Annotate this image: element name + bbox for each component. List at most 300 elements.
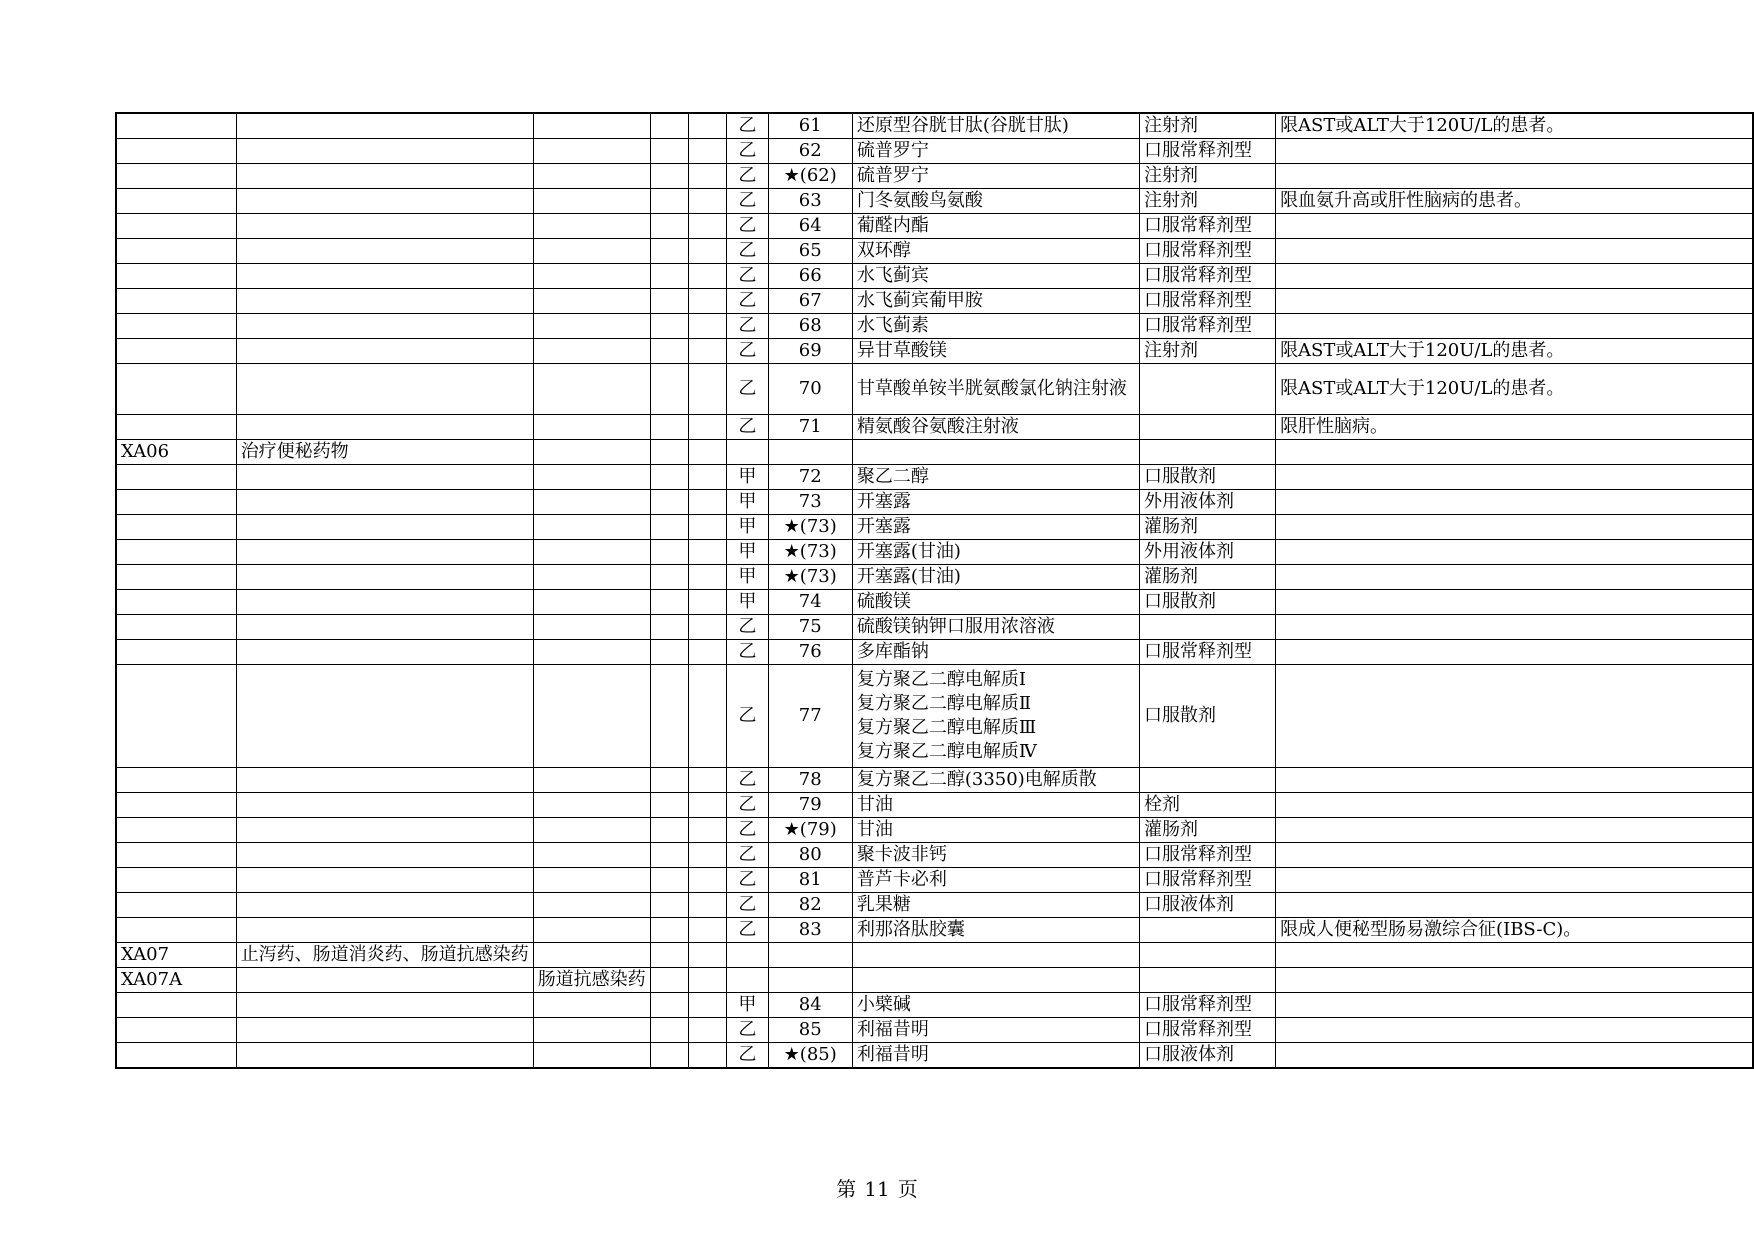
drug-category: 甲 <box>727 590 768 615</box>
drug-name: 乳果糖 <box>852 893 1139 918</box>
empty-cell <box>116 993 236 1018</box>
drug-name: 小檗碱 <box>852 993 1139 1018</box>
empty-cell <box>116 164 236 189</box>
section-title: 止泻药、肠道消炎药、肠道抗感染药 <box>236 943 533 968</box>
drug-name: 还原型谷胱甘肽(谷胱甘肽) <box>852 113 1139 139</box>
dosage-form: 口服液体剂 <box>1139 893 1275 918</box>
drug-row <box>116 1018 1753 1043</box>
empty-cell <box>116 868 236 893</box>
drug-number: 76 <box>768 640 852 665</box>
empty-cell <box>236 189 533 214</box>
dosage-form: 外用液体剂 <box>1139 490 1275 515</box>
drug-row <box>116 868 1753 893</box>
dosage-form <box>1139 364 1275 415</box>
empty-cell <box>533 843 650 868</box>
empty-cell <box>236 239 533 264</box>
empty-cell <box>533 640 650 665</box>
drug-category: 甲 <box>727 490 768 515</box>
drug-row <box>116 113 1753 139</box>
drug-category: 乙 <box>727 818 768 843</box>
empty-cell <box>689 590 727 615</box>
drug-name: 葡醛内酯 <box>852 214 1139 239</box>
empty-cell <box>533 113 650 139</box>
dosage-form <box>1139 768 1275 793</box>
empty-cell <box>533 615 650 640</box>
drug-name: 甘油 <box>852 818 1139 843</box>
drug-name: 聚卡波非钙 <box>852 843 1139 868</box>
empty-cell <box>116 189 236 214</box>
drug-category: 乙 <box>727 1018 768 1043</box>
drug-row <box>116 339 1753 364</box>
empty-cell <box>533 440 650 465</box>
drug-catalog-table <box>115 112 1754 1069</box>
empty-cell <box>116 1043 236 1069</box>
empty-cell <box>650 339 689 364</box>
empty-cell <box>116 364 236 415</box>
empty-cell <box>689 968 727 993</box>
empty-cell <box>533 364 650 415</box>
drug-category: 乙 <box>727 314 768 339</box>
empty-cell <box>650 289 689 314</box>
drug-category: 乙 <box>727 289 768 314</box>
empty-cell <box>650 615 689 640</box>
empty-cell <box>116 239 236 264</box>
drug-row <box>116 565 1753 590</box>
empty-cell <box>689 465 727 490</box>
empty-cell <box>650 1043 689 1069</box>
empty-cell <box>116 490 236 515</box>
empty-cell <box>116 515 236 540</box>
empty-cell <box>1276 440 1753 465</box>
restriction-note <box>1276 1018 1753 1043</box>
drug-category: 乙 <box>727 1043 768 1069</box>
empty-cell <box>533 540 650 565</box>
empty-cell <box>1139 440 1275 465</box>
empty-cell <box>236 665 533 768</box>
empty-cell <box>236 818 533 843</box>
dosage-form: 口服常释剂型 <box>1139 139 1275 164</box>
empty-cell <box>236 868 533 893</box>
restriction-note <box>1276 993 1753 1018</box>
section-row <box>116 440 1753 465</box>
drug-category: 甲 <box>727 540 768 565</box>
empty-cell <box>236 615 533 640</box>
empty-cell <box>650 440 689 465</box>
empty-cell <box>236 490 533 515</box>
empty-cell <box>689 364 727 415</box>
drug-name: 硫酸镁 <box>852 590 1139 615</box>
drug-category: 乙 <box>727 843 768 868</box>
section-title: 治疗便秘药物 <box>236 440 533 465</box>
empty-cell <box>236 540 533 565</box>
empty-cell <box>236 1043 533 1069</box>
drug-name: 异甘草酸镁 <box>852 339 1139 364</box>
empty-cell <box>533 590 650 615</box>
empty-cell <box>533 893 650 918</box>
drug-number: 70 <box>768 364 852 415</box>
drug-number: ★(73) <box>768 540 852 565</box>
restriction-note <box>1276 465 1753 490</box>
dosage-form: 灌肠剂 <box>1139 818 1275 843</box>
drug-name: 开塞露 <box>852 515 1139 540</box>
drug-number: ★(62) <box>768 164 852 189</box>
empty-cell <box>650 968 689 993</box>
drug-number: 67 <box>768 289 852 314</box>
empty-cell <box>689 239 727 264</box>
drug-category: 乙 <box>727 139 768 164</box>
empty-cell <box>116 843 236 868</box>
drug-row <box>116 615 1753 640</box>
section-row <box>116 943 1753 968</box>
empty-cell <box>650 139 689 164</box>
drug-row <box>116 540 1753 565</box>
empty-cell <box>650 465 689 490</box>
dosage-form: 口服常释剂型 <box>1139 843 1275 868</box>
empty-cell <box>650 768 689 793</box>
empty-cell <box>533 918 650 943</box>
restriction-note <box>1276 139 1753 164</box>
empty-cell <box>768 943 852 968</box>
empty-cell <box>689 943 727 968</box>
drug-name: 双环醇 <box>852 239 1139 264</box>
drug-category: 乙 <box>727 415 768 440</box>
restriction-note <box>1276 540 1753 565</box>
empty-cell <box>236 289 533 314</box>
empty-cell <box>650 214 689 239</box>
empty-cell <box>1276 943 1753 968</box>
drug-name: 复方聚乙二醇(3350)电解质散 <box>852 768 1139 793</box>
drug-category: 乙 <box>727 113 768 139</box>
empty-cell <box>650 515 689 540</box>
empty-cell <box>116 465 236 490</box>
dosage-form: 口服常释剂型 <box>1139 868 1275 893</box>
drug-category: 乙 <box>727 793 768 818</box>
restriction-note <box>1276 818 1753 843</box>
empty-cell <box>236 139 533 164</box>
drug-number: 68 <box>768 314 852 339</box>
empty-cell <box>689 515 727 540</box>
drug-row <box>116 490 1753 515</box>
dosage-form: 注射剂 <box>1139 113 1275 139</box>
empty-cell <box>236 465 533 490</box>
drug-row <box>116 993 1753 1018</box>
drug-row <box>116 793 1753 818</box>
empty-cell <box>236 640 533 665</box>
empty-cell <box>650 640 689 665</box>
restriction-note <box>1276 314 1753 339</box>
empty-cell <box>689 264 727 289</box>
drug-number: 66 <box>768 264 852 289</box>
empty-cell <box>533 214 650 239</box>
empty-cell <box>650 868 689 893</box>
empty-cell <box>1139 968 1275 993</box>
dosage-form: 口服散剂 <box>1139 465 1275 490</box>
empty-cell <box>689 440 727 465</box>
empty-cell <box>650 164 689 189</box>
dosage-form: 口服常释剂型 <box>1139 640 1275 665</box>
empty-cell <box>727 943 768 968</box>
empty-cell <box>650 189 689 214</box>
empty-cell <box>116 289 236 314</box>
empty-cell <box>650 1018 689 1043</box>
empty-cell <box>689 540 727 565</box>
drug-number: 69 <box>768 339 852 364</box>
empty-cell <box>236 843 533 868</box>
dosage-form: 灌肠剂 <box>1139 515 1275 540</box>
empty-cell <box>236 993 533 1018</box>
empty-cell <box>533 289 650 314</box>
drug-category: 甲 <box>727 565 768 590</box>
drug-row <box>116 768 1753 793</box>
dosage-form: 注射剂 <box>1139 164 1275 189</box>
restriction-note <box>1276 565 1753 590</box>
drug-name: 复方聚乙二醇电解质Ⅰ 复方聚乙二醇电解质Ⅱ 复方聚乙二醇电解质Ⅲ 复方聚乙二醇电解质Ⅳ <box>852 665 1139 768</box>
empty-cell <box>689 793 727 818</box>
restriction-note <box>1276 640 1753 665</box>
empty-cell <box>852 943 1139 968</box>
empty-cell <box>650 264 689 289</box>
drug-number: ★(73) <box>768 565 852 590</box>
drug-category: 乙 <box>727 364 768 415</box>
restriction-note: 限AST或ALT大于120U/L的患者。 <box>1276 364 1753 415</box>
dosage-form: 口服常释剂型 <box>1139 264 1275 289</box>
empty-cell <box>116 590 236 615</box>
empty-cell <box>650 540 689 565</box>
empty-cell <box>236 893 533 918</box>
empty-cell <box>852 968 1139 993</box>
empty-cell <box>533 314 650 339</box>
empty-cell <box>689 415 727 440</box>
drug-number: ★(85) <box>768 1043 852 1069</box>
restriction-note <box>1276 843 1753 868</box>
drug-number: 79 <box>768 793 852 818</box>
empty-cell <box>727 440 768 465</box>
empty-cell <box>689 918 727 943</box>
empty-cell <box>650 239 689 264</box>
empty-cell <box>533 465 650 490</box>
empty-cell <box>533 264 650 289</box>
empty-cell <box>768 440 852 465</box>
drug-name: 甘草酸单铵半胱氨酸氯化钠注射液 <box>852 364 1139 415</box>
drug-number: 63 <box>768 189 852 214</box>
restriction-note <box>1276 793 1753 818</box>
drug-row <box>116 515 1753 540</box>
drug-category: 乙 <box>727 918 768 943</box>
empty-cell <box>650 364 689 415</box>
drug-name: 利福昔明 <box>852 1018 1139 1043</box>
drug-name: 聚乙二醇 <box>852 465 1139 490</box>
empty-cell <box>533 339 650 364</box>
drug-number: 81 <box>768 868 852 893</box>
drug-name: 普芦卡必利 <box>852 868 1139 893</box>
drug-name: 甘油 <box>852 793 1139 818</box>
empty-cell <box>116 314 236 339</box>
dosage-form: 口服常释剂型 <box>1139 314 1275 339</box>
restriction-note <box>1276 893 1753 918</box>
empty-cell <box>116 214 236 239</box>
restriction-note: 限肝性脑病。 <box>1276 415 1753 440</box>
dosage-form: 口服散剂 <box>1139 590 1275 615</box>
empty-cell <box>689 893 727 918</box>
empty-cell <box>533 164 650 189</box>
restriction-note <box>1276 590 1753 615</box>
empty-cell <box>650 943 689 968</box>
drug-name: 水飞蓟宾 <box>852 264 1139 289</box>
dosage-form: 口服常释剂型 <box>1139 214 1275 239</box>
drug-category: 甲 <box>727 465 768 490</box>
drug-row <box>116 843 1753 868</box>
drug-number: 85 <box>768 1018 852 1043</box>
drug-number: 71 <box>768 415 852 440</box>
drug-category: 乙 <box>727 665 768 768</box>
drug-name: 水飞蓟宾葡甲胺 <box>852 289 1139 314</box>
dosage-form: 口服散剂 <box>1139 665 1275 768</box>
drug-row <box>116 1043 1753 1069</box>
empty-cell <box>236 515 533 540</box>
empty-cell <box>116 565 236 590</box>
dosage-form: 栓剂 <box>1139 793 1275 818</box>
empty-cell <box>689 868 727 893</box>
empty-cell <box>236 415 533 440</box>
drug-category: 甲 <box>727 993 768 1018</box>
drug-name: 精氨酸谷氨酸注射液 <box>852 415 1139 440</box>
restriction-note <box>1276 868 1753 893</box>
empty-cell <box>533 189 650 214</box>
drug-category: 乙 <box>727 264 768 289</box>
empty-cell <box>116 793 236 818</box>
restriction-note: 限AST或ALT大于120U/L的患者。 <box>1276 113 1753 139</box>
drug-row <box>116 264 1753 289</box>
drug-number: 64 <box>768 214 852 239</box>
drug-number: 77 <box>768 665 852 768</box>
empty-cell <box>116 1018 236 1043</box>
restriction-note <box>1276 289 1753 314</box>
empty-cell <box>689 565 727 590</box>
dosage-form: 口服常释剂型 <box>1139 239 1275 264</box>
drug-number: 78 <box>768 768 852 793</box>
drug-name: 硫酸镁钠钾口服用浓溶液 <box>852 615 1139 640</box>
drug-row <box>116 289 1753 314</box>
dosage-form: 口服常释剂型 <box>1139 993 1275 1018</box>
empty-cell <box>689 289 727 314</box>
empty-cell <box>533 239 650 264</box>
page-footer <box>0 1173 1754 1202</box>
drug-category: 乙 <box>727 339 768 364</box>
empty-cell <box>650 565 689 590</box>
restriction-note <box>1276 615 1753 640</box>
empty-cell <box>533 565 650 590</box>
empty-cell <box>533 415 650 440</box>
restriction-note: 限AST或ALT大于120U/L的患者。 <box>1276 339 1753 364</box>
empty-cell <box>236 314 533 339</box>
drug-row <box>116 189 1753 214</box>
empty-cell <box>116 893 236 918</box>
drug-number: 82 <box>768 893 852 918</box>
empty-cell <box>768 968 852 993</box>
restriction-note: 限成人便秘型肠易激综合征(IBS-C)。 <box>1276 918 1753 943</box>
drug-row <box>116 164 1753 189</box>
drug-row <box>116 465 1753 490</box>
empty-cell <box>689 189 727 214</box>
empty-cell <box>689 1043 727 1069</box>
empty-cell <box>650 793 689 818</box>
drug-row <box>116 665 1753 768</box>
empty-cell <box>650 490 689 515</box>
drug-row <box>116 239 1753 264</box>
empty-cell <box>533 139 650 164</box>
drug-row <box>116 918 1753 943</box>
empty-cell <box>236 214 533 239</box>
empty-cell <box>650 918 689 943</box>
drug-category: 乙 <box>727 615 768 640</box>
empty-cell <box>236 113 533 139</box>
drug-row <box>116 214 1753 239</box>
drug-row <box>116 415 1753 440</box>
empty-cell <box>689 314 727 339</box>
empty-cell <box>116 339 236 364</box>
empty-cell <box>689 113 727 139</box>
section-code: XA07 <box>116 943 236 968</box>
restriction-note <box>1276 239 1753 264</box>
empty-cell <box>689 615 727 640</box>
empty-cell <box>650 113 689 139</box>
drug-name: 开塞露(甘油) <box>852 540 1139 565</box>
restriction-note <box>1276 665 1753 768</box>
empty-cell <box>533 943 650 968</box>
drug-category: 乙 <box>727 893 768 918</box>
empty-cell <box>689 640 727 665</box>
empty-cell <box>1139 943 1275 968</box>
drug-row <box>116 818 1753 843</box>
empty-cell <box>236 364 533 415</box>
empty-cell <box>689 339 727 364</box>
empty-cell <box>650 665 689 768</box>
drug-category: 乙 <box>727 214 768 239</box>
restriction-note <box>1276 1043 1753 1069</box>
empty-cell <box>116 665 236 768</box>
dosage-form <box>1139 415 1275 440</box>
drug-name: 利那洛肽胶囊 <box>852 918 1139 943</box>
empty-cell <box>116 640 236 665</box>
empty-cell <box>650 993 689 1018</box>
drug-name: 硫普罗宁 <box>852 139 1139 164</box>
drug-row <box>116 364 1753 415</box>
drug-row <box>116 640 1753 665</box>
empty-cell <box>533 868 650 893</box>
restriction-note: 限血氨升高或肝性脑病的患者。 <box>1276 189 1753 214</box>
dosage-form: 口服常释剂型 <box>1139 289 1275 314</box>
empty-cell <box>533 818 650 843</box>
section-row <box>116 968 1753 993</box>
empty-cell <box>1276 968 1753 993</box>
section-code: XA07A <box>116 968 236 993</box>
drug-name: 水飞蓟素 <box>852 314 1139 339</box>
restriction-note <box>1276 214 1753 239</box>
empty-cell <box>650 415 689 440</box>
empty-cell <box>236 339 533 364</box>
dosage-form: 灌肠剂 <box>1139 565 1275 590</box>
drug-name: 硫普罗宁 <box>852 164 1139 189</box>
page-label-suffix: 页 <box>897 1177 918 1201</box>
empty-cell <box>727 968 768 993</box>
empty-cell <box>116 768 236 793</box>
empty-cell <box>116 918 236 943</box>
empty-cell <box>650 818 689 843</box>
empty-cell <box>852 440 1139 465</box>
drug-category: 乙 <box>727 868 768 893</box>
dosage-form: 口服常释剂型 <box>1139 1018 1275 1043</box>
empty-cell <box>116 818 236 843</box>
